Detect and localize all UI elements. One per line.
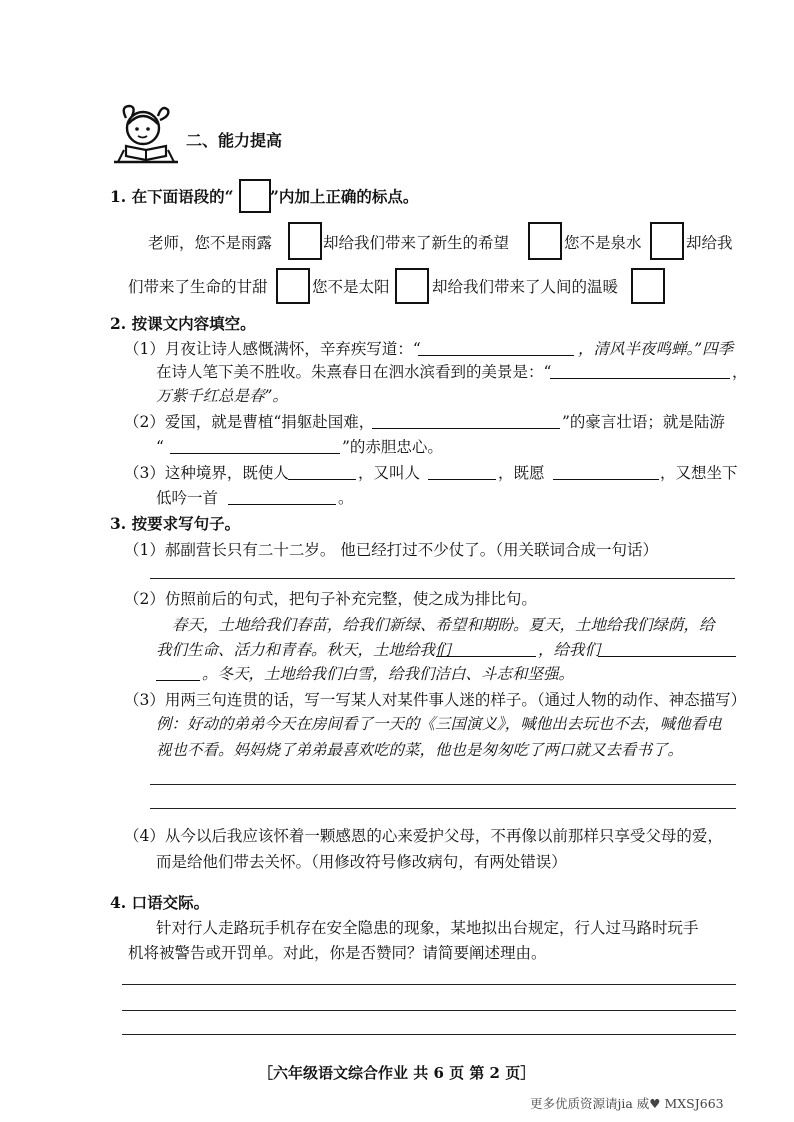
q2-blank-3[interactable] [372,428,560,429]
q3-s2: （2）仿照前后的句式，把句子补充完整，使之成为排比句。 [124,590,537,608]
q3-s3-example-2: 视也不看。妈妈烧了弟弟最喜欢吃的菜，他也是匆匆吃了两口就又去看书了。 [156,741,684,759]
q1-text-f: 您不是太阳 [312,278,390,296]
punct-box-5[interactable] [395,268,429,304]
q2-s3-b: ，又叫人 [358,464,421,482]
watermark-text: 更多优质资源请jia 威♥ MXSJ663 [530,1096,724,1111]
section-title: 二、能力提高 [186,131,283,150]
q3-title: 3. 按要求写句子。 [110,514,241,533]
q2-s1-b: ，清风半夜鸣蝉。”四季 [578,340,734,358]
q3-answer-line-3[interactable] [150,808,736,809]
q2-s3-e: 低吟一首 [156,489,219,507]
q1-text-d: 却给我 [686,234,733,252]
q2-s1-e: 万紫千红总是春”。 [156,387,288,405]
q2-s2-c: “ [156,438,164,456]
q3-s4-line2: 而是给他们带去关怀。（用修改符号修改病句，有两处错误） [156,853,567,871]
q2-s3-f: 。 [338,489,354,507]
q2-s1-d: ， [732,363,748,381]
q3-s2-line2b: ，给我们 [538,641,601,659]
q3-s1: （1）郝副营长只有二十二岁。 他已经打过不少仗了。（用关联词合成一句话） [124,541,659,559]
q4-title: 4. 口语交际。 [110,893,210,912]
q2-blank-1[interactable] [418,355,574,356]
q3-s2-line1: 春天，土地给我们春苗，给我们新绿、希望和期盼。夏天，土地给我们绿荫，给 [172,616,715,634]
q2-blank-7[interactable] [553,479,659,480]
q2-s2-b: ”的豪言壮语；就是陆游 [562,413,725,431]
punct-box-6[interactable] [631,268,665,304]
q2-blank-5[interactable] [288,479,356,480]
q1-title-post: ”内加上正确的标点。 [270,187,419,206]
q4-text-line2: 机将被警告或开罚单。对此，你是否赞同？请简要阐述理由。 [128,944,547,962]
q1-title-pre: 1. 在下面语段的“ [110,187,234,206]
q2-s1-a: （1）月夜让诗人感慨满怀，辛弃疾写道：“ [124,340,421,358]
q2-blank-6[interactable] [428,479,496,480]
q3-blank-1[interactable] [436,656,536,657]
q3-answer-line-2[interactable] [150,784,736,785]
q3-s4-line1: （4）从今以后我应该怀着一颗感恩的心来爱护父母，不再像以前那样只享受父母的爱， [124,827,723,845]
q3-blank-2[interactable] [598,656,736,657]
q2-s2-a: （2）爱国，就是曹植“捐躯赴国难， [124,413,375,431]
q2-s3-a: （3）这种境界，既使人 [124,464,289,482]
punct-box-1[interactable] [288,222,322,260]
punct-box-2[interactable] [528,222,562,260]
q3-s3: （3）用两三句连贯的话，写一写某人对某件事人迷的样子。（通过人物的动作、神态描写） [124,691,747,709]
q2-s2-d: ”的赤胆忠心。 [342,438,443,456]
q1-text-e: 们带来了生命的甘甜 [128,278,268,296]
q3-s2-line2a: 我们生命、活力和青春。秋天，土地给我们 [156,641,451,659]
page-footer: ［六年级语文综合作业 共 6 页 第 2 页］ [258,1064,536,1082]
q1-text-b: 却给我们带来了新生的希望 [323,234,510,252]
q2-title: 2. 按课文内容填空。 [110,314,256,333]
q2-s3-c: ，既愿 [498,464,545,482]
q3-answer-line-1[interactable] [150,578,735,579]
q1-text-c: 您不是泉水 [564,234,642,252]
punct-box-3[interactable] [650,222,684,260]
q1-text-g: 却给我们带来了人间的温暖 [432,278,619,296]
q4-answer-line-1[interactable] [122,984,736,985]
q3-s2-line3: 。冬天，土地给我们白雪，给我们洁白、斗志和坚强。 [202,665,575,683]
q2-s1-c: 在诗人笔下美不胜收。朱熹春日在泗水滨看到的美景是：“ [156,363,552,381]
q3-blank-3[interactable] [156,680,200,681]
q4-answer-line-2[interactable] [122,1010,736,1011]
q2-s3-d: ，又想坐下 [660,464,738,482]
q2-blank-2[interactable] [550,378,730,379]
girl-reading-icon [112,98,182,164]
q4-answer-line-3[interactable] [122,1034,736,1035]
q2-blank-8[interactable] [228,504,336,505]
q4-text-line1: 针对行人走路玩手机存在安全隐患的现象，某地拟出台规定，行人过马路时玩手 [156,919,699,937]
q1-title-punct-box [239,179,271,213]
q3-s3-example-1: 例：好动的弟弟今天在房间看了一天的《三国演义》，喊他出去玩也不去，喊他看电 [156,715,722,733]
q1-text-a: 老师，您不是雨露 [148,234,273,252]
q2-blank-4[interactable] [170,453,340,454]
punct-box-4[interactable] [276,268,310,304]
